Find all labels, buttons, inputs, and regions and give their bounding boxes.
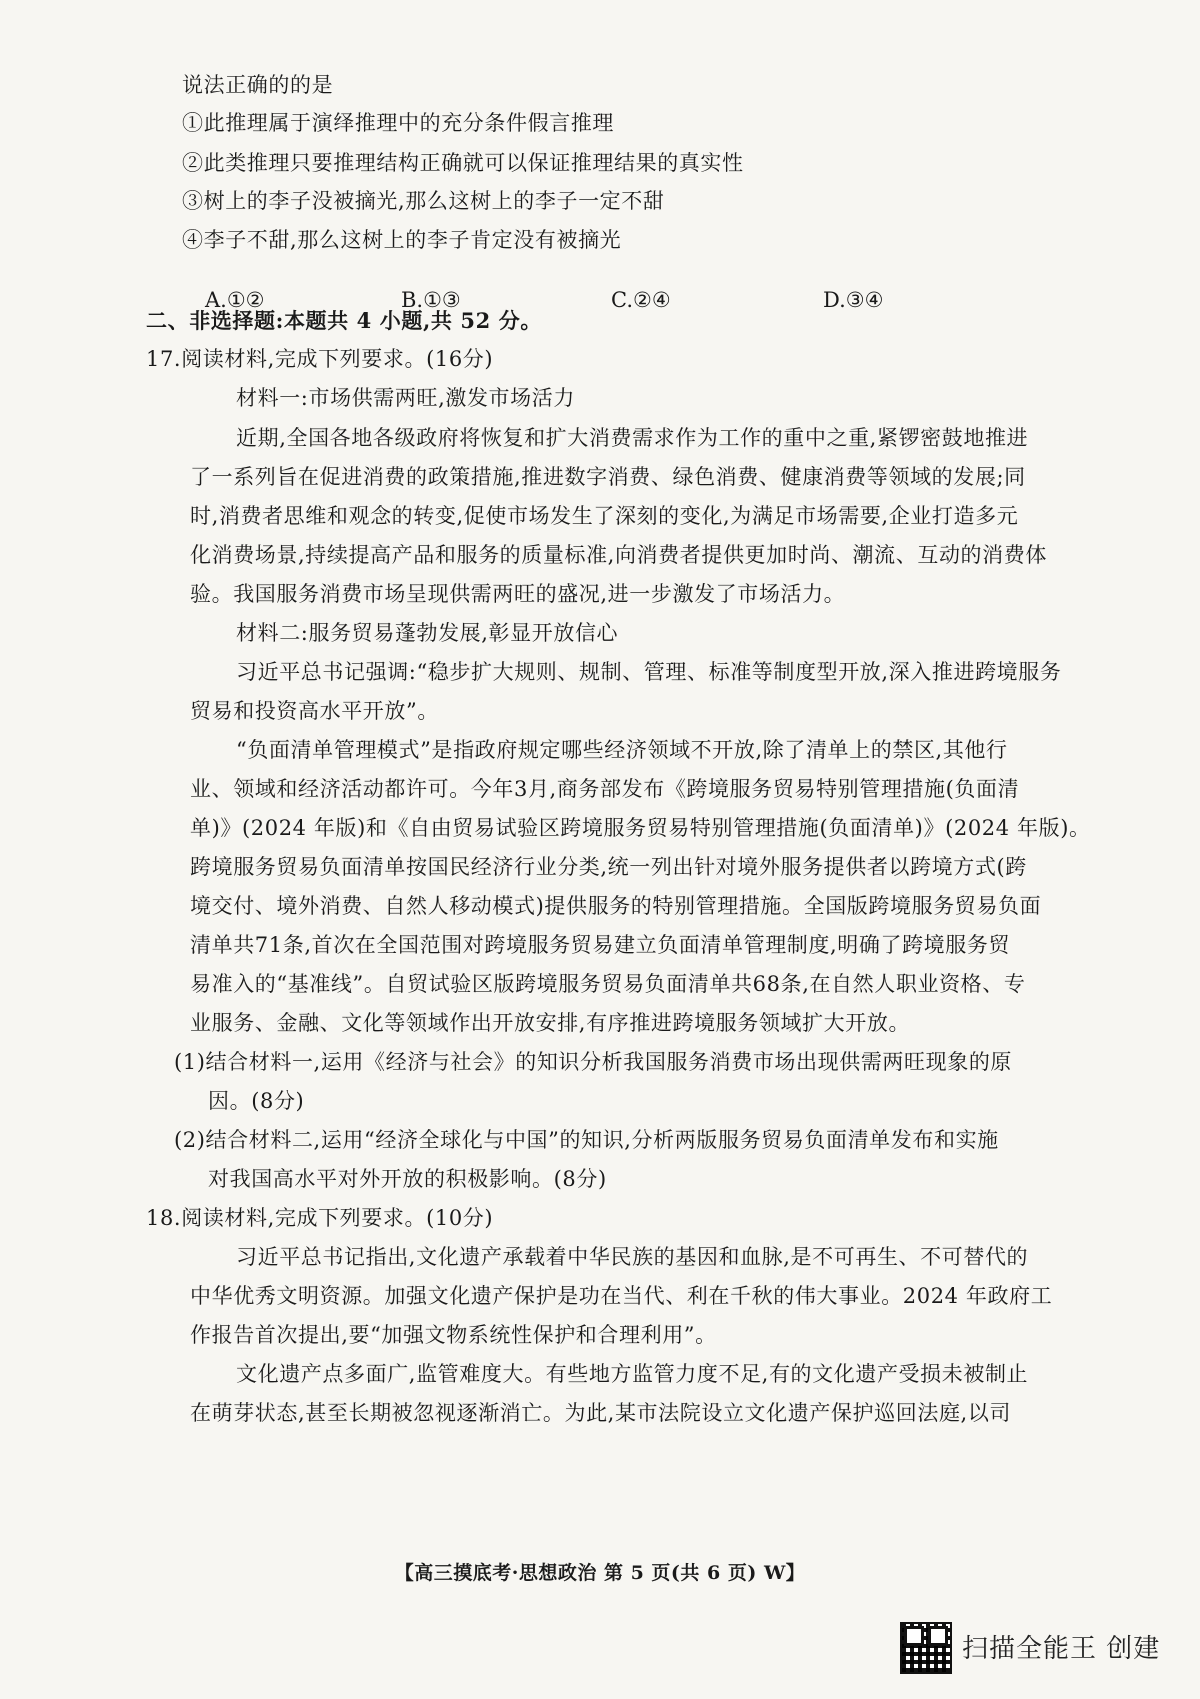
- statement-4: ④李子不甜,那么这树上的李子肯定没有被摘光: [182, 228, 622, 252]
- statement-3: ③树上的李子没被摘光,那么这树上的李子一定不甜: [182, 189, 665, 213]
- q18-stem: 18.阅读材料,完成下列要求。(10分): [146, 1206, 494, 1230]
- q18-p1-line: 习近平总书记指出,文化遗产承载着中华民族的基因和血脉,是不可再生、不可替代的: [236, 1245, 1029, 1269]
- q17-material2-title: 材料二:服务贸易蓬勃发展,彰显开放信心: [236, 621, 619, 645]
- q17-sub2-cont: 对我国高水平对外开放的积极影响。(8分): [208, 1167, 607, 1191]
- statement-1: ①此推理属于演绎推理中的充分条件假言推理: [182, 111, 614, 135]
- option-a: A.①②: [205, 288, 265, 312]
- q17-m2-line: 跨境服务贸易负面清单按国民经济行业分类,统一列出针对境外服务提供者以跨境方式(跨: [190, 855, 1027, 879]
- q18-p2-line: 在萌芽状态,甚至长期被忽视逐渐消亡。为此,某市法院设立文化遗产保护巡回法庭,以司: [190, 1401, 1012, 1425]
- section-heading: 二、非选择题:本题共 4 小题,共 52 分。: [146, 308, 542, 333]
- q17-m1-line: 验。我国服务消费市场呈现供需两旺的盛况,进一步激发了市场活力。: [190, 582, 846, 606]
- q17-m2-line: 清单共71条,首次在全国范围对跨境服务贸易建立负面清单管理制度,明确了跨境服务贸: [190, 933, 1011, 957]
- page-footer: 【高三摸底考·思想政治 第 5 页(共 6 页) W】: [394, 1562, 806, 1584]
- q17-m2-line: 境交付、境外消费、自然人移动模式)提供服务的特别管理措施。全国版跨境服务贸易负面: [190, 894, 1042, 918]
- q17-m1-line: 化消费场景,持续提高产品和服务的质量标准,向消费者提供更加时尚、潮流、互动的消费体: [190, 543, 1047, 567]
- question-tail: 说法正确的的是: [182, 73, 334, 97]
- q17-material1-title: 材料一:市场供需两旺,激发市场活力: [236, 386, 575, 410]
- q17-m1-line: 时,消费者思维和观念的转变,促使市场发生了深刻的变化,为满足市场需要,企业打造多元: [190, 504, 1019, 528]
- option-d: D.③④: [823, 288, 884, 312]
- q17-m1-line: 近期,全国各地各级政府将恢复和扩大消费需求作为工作的重中之重,紧锣密鼓地推进: [236, 426, 1029, 450]
- q18-p1-line: 中华优秀文明资源。加强文化遗产保护是功在当代、利在千秋的伟大事业。2024 年政府工: [190, 1284, 1053, 1308]
- statement-2: ②此类推理只要推理结构正确就可以保证推理结果的真实性: [182, 151, 744, 175]
- q17-stem: 17.阅读材料,完成下列要求。(16分): [146, 347, 494, 371]
- q18-p1-line: 作报告首次提出,要“加强文物系统性保护和合理利用”。: [190, 1323, 717, 1347]
- option-b: B.①③: [401, 288, 461, 312]
- q17-m2-line: 习近平总书记强调:“稳步扩大规则、规制、管理、标准等制度型开放,深入推进跨境服务: [236, 660, 1062, 684]
- q17-m2-line: 贸易和投资高水平开放”。: [190, 699, 439, 723]
- q17-sub2: (2)结合材料二,运用“经济全球化与中国”的知识,分析两版服务贸易负面清单发布和实施: [174, 1128, 999, 1152]
- q18-p2-line: 文化遗产点多面广,监管难度大。有些地方监管力度不足,有的文化遗产受损未被制止: [236, 1362, 1029, 1386]
- q17-m2-line: 易准入的“基准线”。自贸试验区版跨境服务贸易负面清单共68条,在自然人职业资格、专: [190, 972, 1026, 996]
- option-c: C.②④: [611, 288, 671, 312]
- q17-m2-line: 业、领域和经济活动都许可。今年3月,商务部发布《跨境服务贸易特别管理措施(负面清: [190, 777, 1020, 801]
- qr-code-icon: [900, 1622, 952, 1674]
- q17-sub1-cont: 因。(8分): [208, 1089, 305, 1113]
- q17-sub1: (1)结合材料一,运用《经济与社会》的知识分析我国服务消费市场出现供需两旺现象的原: [174, 1050, 1013, 1074]
- q17-m1-line: 了一系列旨在促进消费的政策措施,推进数字消费、绿色消费、健康消费等领域的发展;同: [190, 465, 1026, 489]
- q17-m2-line: “负面清单管理模式”是指政府规定哪些经济领域不开放,除了清单上的禁区,其他行: [236, 738, 1008, 762]
- scanner-watermark: 扫描全能王 创建: [962, 1634, 1161, 1664]
- q17-m2-line: 单)》(2024 年版)和《自由贸易试验区跨境服务贸易特别管理措施(负面清单)》(2024 年版)。: [190, 816, 1091, 840]
- q17-m2-line: 业服务、金融、文化等领域作出开放安排,有序推进跨境服务领域扩大开放。: [190, 1011, 911, 1035]
